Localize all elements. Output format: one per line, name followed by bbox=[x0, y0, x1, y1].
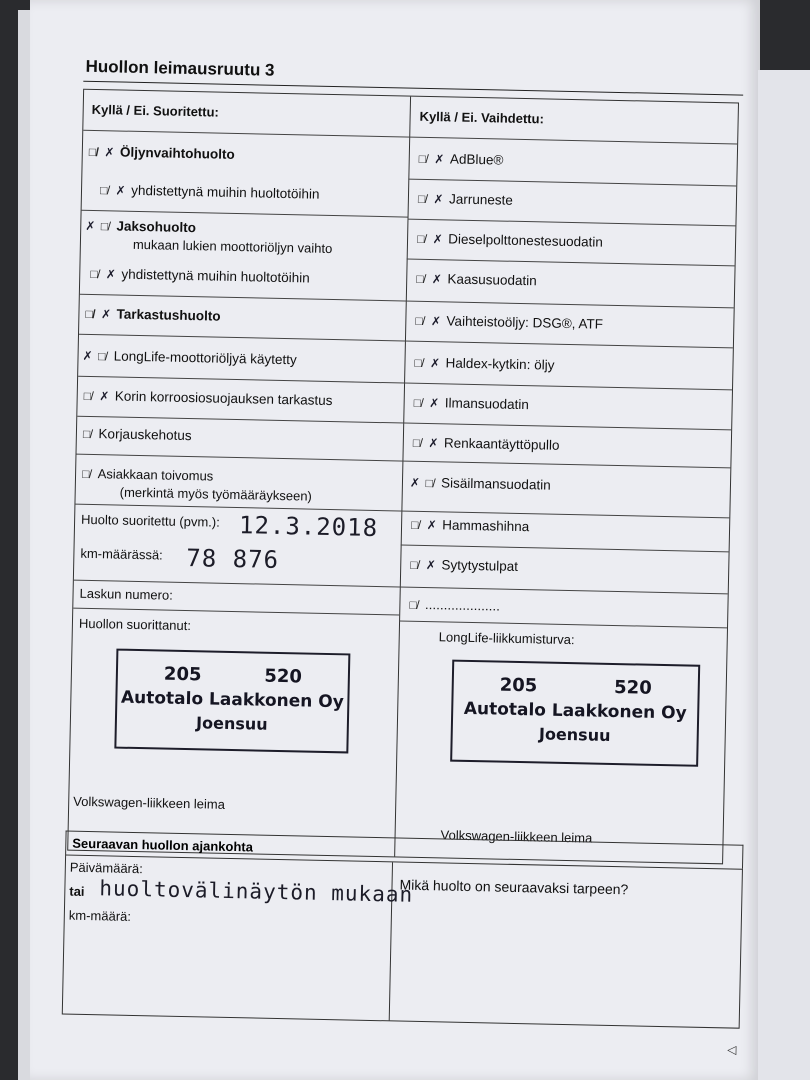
checkbox-icon[interactable]: □/ bbox=[81, 466, 92, 482]
right-item-5[interactable] bbox=[414, 355, 554, 373]
next-service-body bbox=[62, 855, 743, 1029]
stamp-dealer-name: Autotalo Laakkonen Oy bbox=[463, 698, 687, 724]
performer-label: Huollon suorittanut: bbox=[78, 615, 192, 634]
next-service-header: Seuraavan huollon ajankohta bbox=[65, 831, 743, 869]
row-divider bbox=[399, 620, 727, 628]
km-value[interactable]: 78 876 bbox=[186, 544, 280, 574]
invoice-label: Laskun numero: bbox=[79, 585, 173, 603]
row-divider bbox=[407, 219, 735, 227]
right-item-0[interactable] bbox=[419, 151, 504, 168]
right-header: Kyllä / Ei. Vaihdettu: bbox=[419, 108, 545, 127]
checkbox-icon[interactable]: □/ bbox=[416, 271, 426, 286]
left-item-label: Tarkastushuolto bbox=[116, 306, 221, 324]
next-service-box bbox=[62, 831, 744, 1035]
left-item-label: Jaksohuolto bbox=[116, 218, 197, 236]
check-mark-icon: ✗ bbox=[82, 348, 93, 363]
checkbox-icon[interactable]: □/ bbox=[409, 597, 420, 612]
check-mark-icon: ✗ bbox=[425, 558, 436, 573]
check-mark-icon: ✗ bbox=[100, 307, 111, 322]
row-divider bbox=[401, 544, 729, 552]
left-item-0[interactable] bbox=[89, 144, 235, 162]
checkbox-icon[interactable]: □/ bbox=[99, 183, 110, 198]
left-header: Kyllä / Ei. Suoritettu: bbox=[91, 101, 219, 120]
triangle-icon: ◁ bbox=[727, 1042, 737, 1057]
checkbox-icon[interactable]: □/ bbox=[82, 426, 93, 442]
left-item-label: yhdistettynä muihin huoltotöihin bbox=[121, 266, 310, 286]
right-item-label: Haldex-kytkin: öljy bbox=[445, 355, 555, 373]
check-mark-icon: ✗ bbox=[434, 152, 445, 167]
left-item-4[interactable] bbox=[85, 306, 220, 324]
check-mark-icon: ✗ bbox=[115, 183, 126, 198]
check-mark-icon: ✗ bbox=[85, 218, 95, 234]
check-mark-icon: ✗ bbox=[433, 192, 444, 207]
right-item-6[interactable] bbox=[414, 395, 530, 412]
left-item-label: LongLife-moottoriöljyä käytetty bbox=[113, 348, 297, 368]
row-divider bbox=[408, 179, 736, 187]
check-mark-icon: ✗ bbox=[429, 356, 440, 371]
left-item-sub: mukaan lukien moottoriöljyn vaihto bbox=[132, 236, 333, 256]
row-divider bbox=[82, 210, 408, 218]
next-handwritten-note[interactable]: huoltovälinäytön mukaan bbox=[99, 876, 414, 907]
stamp-number-2: 520 bbox=[264, 665, 303, 688]
stamp-number-1: 205 bbox=[499, 674, 538, 697]
dealer-stamp-left bbox=[114, 649, 350, 754]
check-mark-icon: ✗ bbox=[104, 145, 115, 160]
right-item-label: Jarruneste bbox=[448, 191, 514, 208]
checkbox-icon[interactable]: □/ bbox=[100, 219, 111, 234]
right-item-3[interactable] bbox=[416, 271, 537, 289]
right-item-label: Dieselpolttonestesuodatin bbox=[448, 231, 603, 250]
left-item-label: yhdistettynä muihin huoltotöihin bbox=[131, 182, 320, 202]
stamp-city: Joensuu bbox=[538, 724, 611, 745]
left-item-2[interactable] bbox=[85, 218, 196, 235]
checkbox-icon[interactable]: □/ bbox=[88, 144, 99, 160]
row-divider bbox=[73, 608, 399, 616]
checkbox-icon[interactable]: □/ bbox=[418, 151, 429, 166]
left-item-label: Asiakkaan toivomus bbox=[97, 466, 214, 484]
right-item-label: Hammashihna bbox=[442, 517, 530, 535]
checkbox-icon[interactable]: □/ bbox=[425, 476, 436, 491]
service-grid bbox=[67, 89, 739, 865]
next-question: Mikä huolto on seuraavaksi tarpeen? bbox=[399, 876, 629, 898]
right-item-label: AdBlue® bbox=[449, 151, 504, 168]
left-item-7[interactable] bbox=[83, 426, 192, 443]
left-item-3[interactable] bbox=[90, 266, 310, 286]
checkbox-icon[interactable]: □/ bbox=[410, 517, 421, 532]
row-divider bbox=[407, 259, 735, 267]
left-item-label: Öljynvaihtohuolto bbox=[119, 144, 235, 162]
right-item-9[interactable] bbox=[411, 517, 529, 534]
checkbox-icon[interactable]: □/ bbox=[85, 306, 96, 322]
checkbox-icon[interactable]: □/ bbox=[410, 557, 420, 572]
longlife-label: LongLife-liikkumisturva: bbox=[438, 629, 575, 648]
checkbox-icon[interactable]: □/ bbox=[90, 266, 101, 282]
column-divider bbox=[394, 97, 411, 857]
right-item-label: Vaihteistoöljy: DSG®, ATF bbox=[446, 313, 604, 332]
stamp-form bbox=[27, 48, 747, 1057]
check-mark-icon: ✗ bbox=[432, 232, 443, 247]
stamp-dealer-name: Autotalo Laakkonen Oy bbox=[120, 687, 345, 713]
check-mark-icon: ✗ bbox=[428, 436, 439, 451]
check-mark-icon: ✗ bbox=[426, 518, 437, 533]
dealer-stamp-right bbox=[450, 660, 700, 767]
check-mark-icon: ✗ bbox=[99, 389, 110, 404]
left-item-6[interactable] bbox=[84, 388, 333, 408]
right-item-1[interactable] bbox=[418, 191, 513, 208]
form-title: Huollon leimausruutu 3 bbox=[85, 56, 275, 80]
right-item-label: .................... bbox=[424, 597, 501, 614]
right-item-2[interactable] bbox=[417, 231, 603, 250]
facing-page bbox=[758, 70, 810, 1080]
right-item-label: Sisäilmansuodatin bbox=[440, 475, 551, 493]
km-label: km-määrässä: bbox=[80, 545, 163, 563]
left-item-label: Korjauskehotus bbox=[98, 426, 192, 444]
right-item-11[interactable] bbox=[409, 597, 500, 614]
stamp-caption-left: Volkswagen-liikkeen leima bbox=[73, 793, 226, 812]
checkbox-icon[interactable]: □/ bbox=[413, 395, 424, 410]
next-km-label: km-määrä: bbox=[68, 907, 132, 924]
check-mark-icon: ✗ bbox=[430, 314, 441, 329]
checkbox-icon[interactable]: □/ bbox=[412, 435, 423, 450]
right-item-label: Ilmansuodatin bbox=[444, 395, 530, 413]
check-mark-icon: ✗ bbox=[431, 272, 442, 287]
next-or-label: tai bbox=[69, 883, 85, 899]
right-item-8[interactable] bbox=[410, 475, 551, 493]
right-item-label: Kaasusuodatin bbox=[447, 271, 537, 289]
check-mark-icon: ✗ bbox=[409, 475, 420, 490]
stamp-number-2: 520 bbox=[613, 676, 652, 699]
left-item-8[interactable] bbox=[82, 466, 214, 484]
right-item-label: Sytytystulpat bbox=[441, 557, 519, 574]
checkbox-icon[interactable]: □/ bbox=[417, 191, 428, 206]
right-item-4[interactable] bbox=[415, 313, 603, 332]
checkbox-icon[interactable]: □/ bbox=[415, 313, 426, 328]
checkbox-icon[interactable]: □/ bbox=[97, 349, 108, 364]
right-item-10[interactable] bbox=[410, 557, 518, 574]
service-date-value[interactable]: 12.3.2018 bbox=[238, 511, 379, 543]
left-item-label: Korin korroosiosuojauksen tarkastus bbox=[114, 388, 333, 409]
stamp-number-1: 205 bbox=[163, 663, 202, 686]
check-mark-icon: ✗ bbox=[105, 267, 116, 282]
right-item-7[interactable] bbox=[413, 435, 560, 453]
check-mark-icon: ✗ bbox=[429, 396, 439, 411]
left-item-5[interactable] bbox=[82, 348, 297, 367]
stamp-city: Joensuu bbox=[195, 713, 268, 734]
checkbox-icon[interactable]: □/ bbox=[83, 388, 94, 404]
service-date-label: Huolto suoritettu (pvm.): bbox=[80, 511, 220, 530]
left-item-1[interactable] bbox=[100, 182, 320, 202]
checkbox-icon[interactable]: □/ bbox=[414, 355, 425, 370]
right-item-label: Renkaantäyttöpullo bbox=[443, 435, 560, 453]
stamp-caption-right: Volkswagen-liikkeen leima bbox=[440, 827, 593, 846]
checkbox-icon[interactable]: □/ bbox=[416, 231, 427, 246]
next-date-label: Päivämäärä: bbox=[69, 859, 143, 877]
left-item-sub: (merkintä myös työmääräykseen) bbox=[119, 484, 313, 504]
